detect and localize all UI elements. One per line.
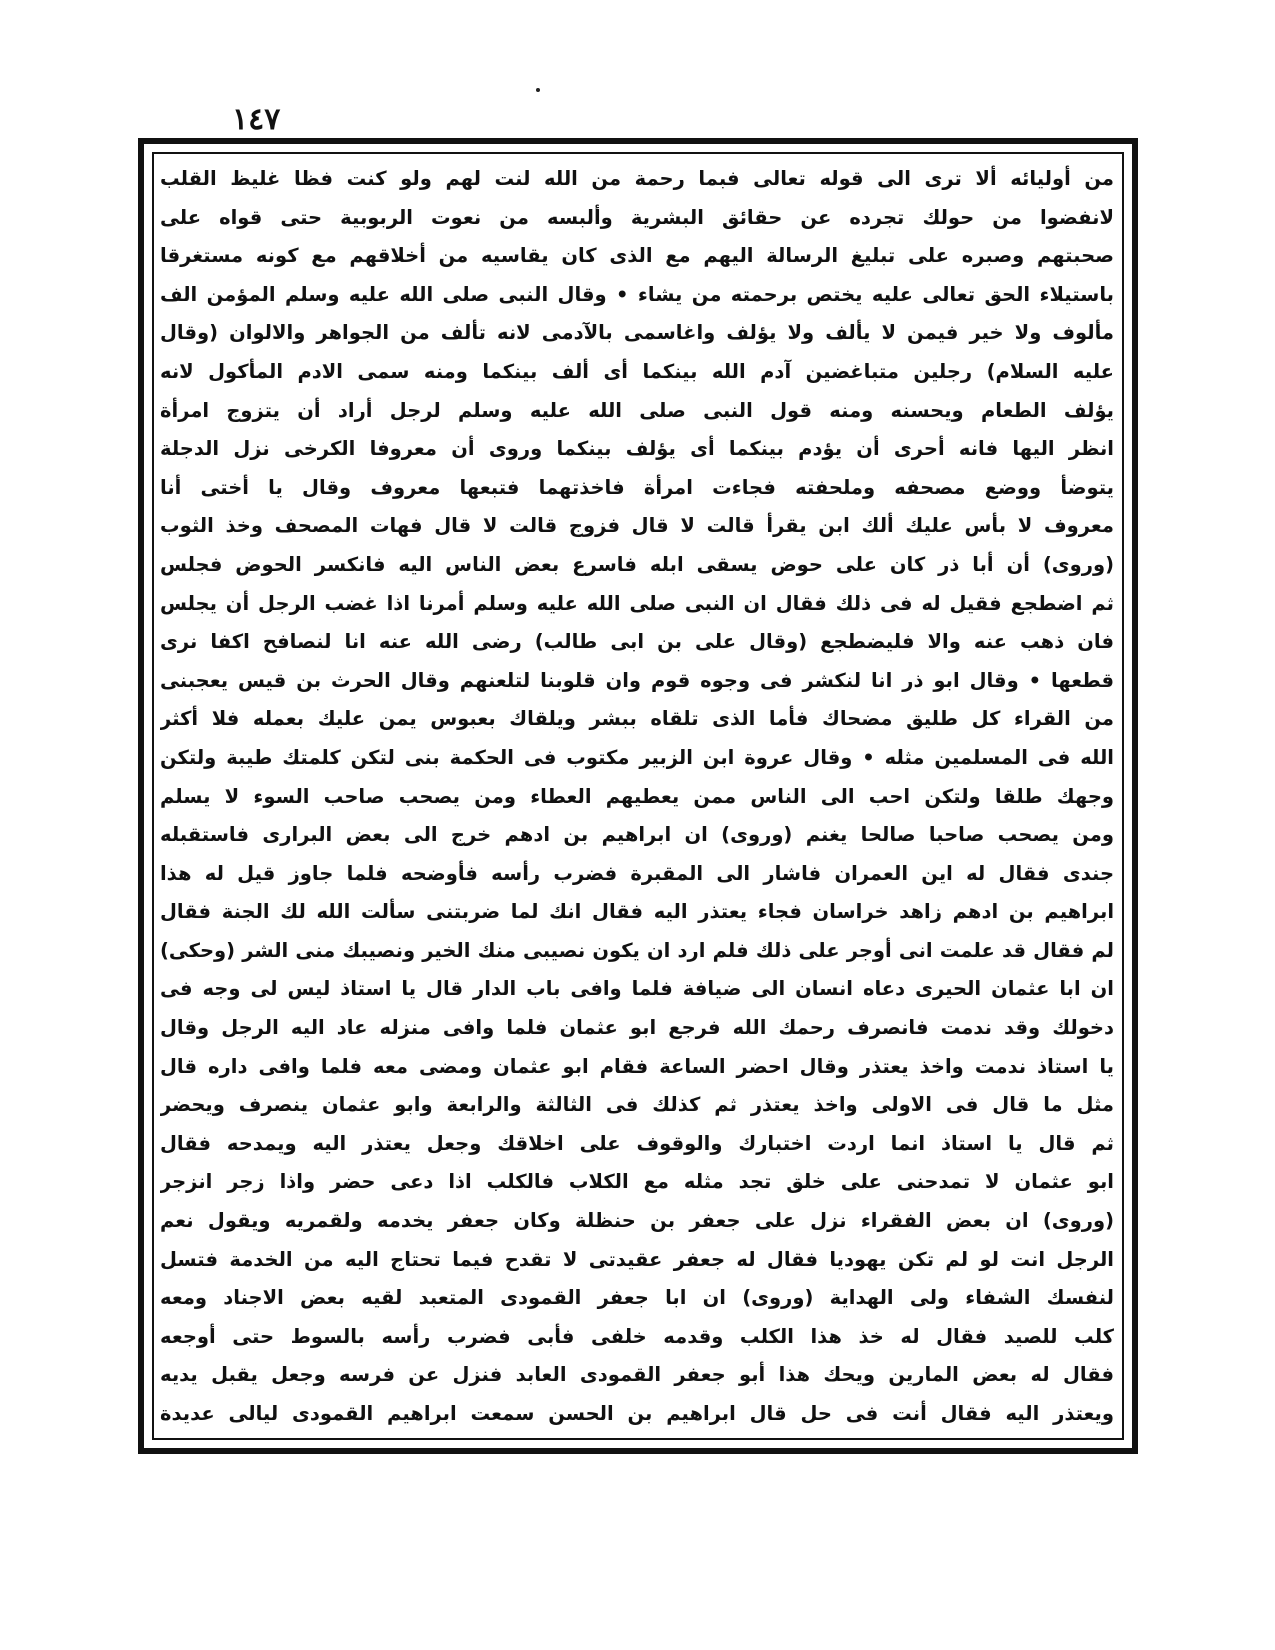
text-line: معروف لا بأس عليك ألك ابن يقرأ قالت لا قال فزوج قالت لا قال فهات المصحف وخذ الثوب bbox=[160, 514, 1114, 538]
text-line: لم فقال قد علمت انى أوجر على ذلك فلم ارد ان يكون نصيبى منك الخير ونصيبك منى الشر (وحكى) bbox=[160, 938, 1114, 962]
text-line: (وروى) أن أبا ذر كان على حوض يسقى ابله فاسرع بعض الناس اليه فانكسر الحوض فجلس bbox=[160, 552, 1114, 576]
text-line: دخولك وقد ندمت فانصرف رحمك الله فرجع ابو عثمان فلما وافى منزله عاد اليه الرجل وقال bbox=[160, 1016, 1114, 1040]
text-line: لنفسك الشفاء ولى الهداية (وروى) ان ابا جعفر القمودى المتعبد لقيه بعض الاجناد ومعه bbox=[160, 1286, 1114, 1310]
text-line: صحبتهم وصبره على تبليغ الرسالة اليهم مع الذى كان يقاسيه من أخلاقهم مع كونه مستغرقا bbox=[160, 244, 1114, 268]
text-line: يا استاذ ندمت واخذ يعتذر وقال احضر الساعة فقام ابو عثمان ومضى معه فلما وافى داره قال bbox=[160, 1054, 1114, 1078]
text-line: الله فى المسلمين مثله • وقال عروة ابن الزبير مكتوب فى الحكمة بنى لتكن كلمتك طيبة ولتكن bbox=[160, 745, 1114, 769]
text-line: جندى فقال له اين العمران فاشار الى المقبرة فضرب رأسه فأوضحه فلما جاوز قيل له هذا bbox=[160, 861, 1114, 885]
text-line: ثم اضطجع فقيل له فى ذلك فقال ان النبى صلى الله عليه وسلم أمرنا اذا غضب الرجل أن يجلس bbox=[160, 591, 1114, 615]
text-line: قطعها • وقال ابو ذر انا لنكشر فى وجوه قوم وان قلوبنا لتلعنهم وقال الحرث بن قيس يعجبنى bbox=[160, 668, 1114, 692]
text-line: عليه السلام) رجلين متباغضين آدم الله بينكما أى ألف بينكما ومنه سمى الادم المأكول لانه bbox=[160, 359, 1114, 383]
text-line: (وروى) ان بعض الفقراء نزل على جعفر بن حنظلة وكان جعفر يخدمه ولقمريه ويقول نعم bbox=[160, 1209, 1114, 1233]
text-line: ابو عثمان لا تمدحنى على خلق تجد مثله مع الكلاب فالكلب اذا دعى حضر واذا زجر انزجر bbox=[160, 1170, 1114, 1194]
text-line: يؤلف الطعام ويحسنه ومنه قول النبى صلى الله عليه وسلم لرجل أراد أن يتزوج امرأة bbox=[160, 398, 1114, 422]
text-line: انظر اليها فانه أحرى أن يؤدم بينكما أى يؤلف بينكما وروى أن معروفا الكرخى نزل الدجلة bbox=[160, 437, 1114, 461]
text-line: ثم قال يا استاذ انما اردت اختبارك والوقوف على اخلاقك وجعل يعتذر اليه ويمدحه فقال bbox=[160, 1131, 1114, 1155]
text-line: مألوف ولا خير فيمن لا يألف ولا يؤلف واغاسمى بالآدمى لانه تألف من الجواهر والالوان (وقال bbox=[160, 321, 1114, 345]
text-line: ويعتذر اليه فقال أنت فى حل قال ابراهيم بن الحسن سمعت ابراهيم القمودى ليالى عديدة bbox=[160, 1402, 1114, 1425]
text-line: من القراء كل طليق مضحاك فأما الذى تلقاه ببشر ويلقاك بعبوس يمن عليك بعمله فلا أكثر bbox=[160, 707, 1114, 731]
text-line: فقال له بعض المارين ويحك هذا أبو جعفر القمودى العابد فنزل عن فرسه وجعل يقبل يديه bbox=[160, 1363, 1114, 1387]
text-line: يتوضأ ووضع مصحفه وملحفته فجاءت امرأة فاخذتهما فتبعها معروف وقال يا أختى أنا bbox=[160, 475, 1114, 499]
text-line: وجهك طلقا ولتكن احب الى الناس ممن يعطيهم العطاء ومن يصحب صاحب السوء لا يسلم bbox=[160, 784, 1114, 808]
text-line: مثل ما قال فى الاولى واخذ يعتذر ثم كذلك فى الثالثة والرابعة وابو عثمان ينصرف ويحضر bbox=[160, 1093, 1114, 1117]
text-line: لانفضوا من حولك تجرده عن حقائق البشرية وألبسه من نعوت الربوبية حتى قواه على bbox=[160, 205, 1114, 229]
text-line: فان ذهب عنه والا فليضطجع (وقال على بن ابى طالب) رضى الله عنه انا لنصافح اكفا نرى bbox=[160, 630, 1114, 654]
text-line: كلب للصيد فقال له خذ هذا الكلب وقدمه خلفى فأبى فضرب رأسه بالسوط حتى أوجعه bbox=[160, 1324, 1114, 1348]
text-line: من أوليائه ألا ترى الى قوله تعالى فبما رحمة من الله لنت لهم ولو كنت فظا غليظ القلب bbox=[160, 167, 1114, 190]
ink-dot bbox=[536, 88, 540, 92]
text-line: ومن يصحب صاحبا صالحا يغنم (وروى) ان ابراهيم بن ادهم خرج الى بعض البرارى فاستقبله bbox=[160, 823, 1114, 847]
page-number: ١٤٧ bbox=[232, 102, 281, 137]
text-line: ابراهيم بن ادهم زاهد خراسان فجاء يعتذر اليه فقال انك لما ضربتنى سألت الله لك الجنة فقال bbox=[160, 900, 1114, 924]
text-line: باستيلاء الحق تعالى عليه يختص برحمته من يشاء • وقال النبى صلى الله عليه وسلم المؤمن الف bbox=[160, 282, 1114, 306]
body-text bbox=[160, 160, 1114, 1432]
text-line: ان ابا عثمان الحيرى دعاه انسان الى ضيافة فلما وافى باب الدار قال يا استاذ ليس لى وجه فى bbox=[160, 977, 1114, 1001]
text-line: الرجل انت لو لم تكن يهوديا فقال له جعفر عقيدتى لا تقدح فيما تحتاج اليه من الخدمة فتسل bbox=[160, 1247, 1114, 1271]
